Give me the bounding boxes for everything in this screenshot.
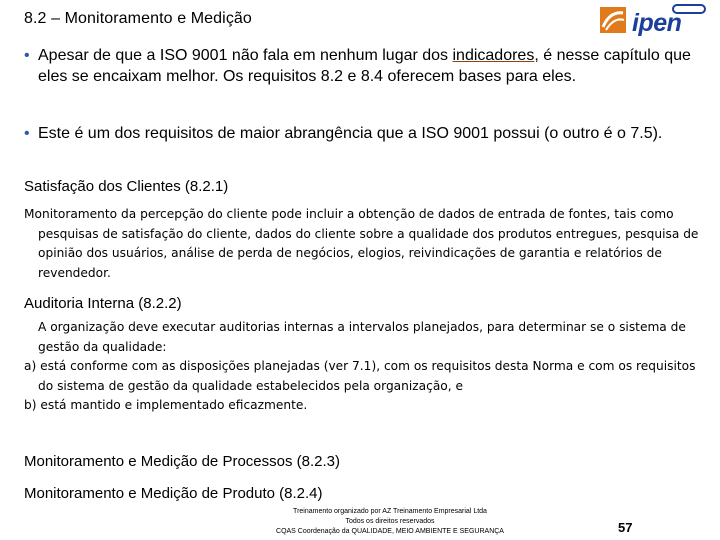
bullet-dot-icon: •	[24, 125, 30, 142]
footer-line-3: CQAS Coordenação da QUALIDADE, MEIO AMBIENTE E SEGURANÇA	[276, 528, 504, 535]
paragraph-auditoria: A organização deve executar auditorias internas a intervalos planejados, para determinar se o sistema de gestão da qualidade: a) está conforme com as disposições planejadas (ver 7.1), com os requisitos desta Norma e com os requisitos do sistema de gestão da qualidade estabelecidos pela organização, e b) está mantido e implementado eficazmente.	[24, 320, 696, 412]
slide-title: 8.2 – Monitoramento e Medição	[24, 10, 252, 27]
heading-satisfacao: Satisfação dos Clientes (8.2.1)	[24, 178, 229, 195]
paragraph-satisfacao: Monitoramento da percepção do cliente pode incluir a obtenção de dados de entrada de fontes, tais como pesquisas de satisfação do cliente, dados do cliente sobre a qualidade dos produtos entregues, pesquisa de opinião dos usuários, análise de perda de negócios, elogios, reivindicações de garantia e relatórios de revendedor.	[24, 207, 699, 280]
bullet-2-text: Este é um dos requisitos de maior abrangência que a ISO 9001 possui (o outro é o 7.5).	[38, 125, 663, 142]
indicadores-link[interactable]: indicadores	[452, 47, 535, 64]
footer-line-1: Treinamento organizado por AZ Treinamento Empresarial Ltda	[293, 508, 487, 515]
heading-auditoria: Auditoria Interna (8.2.2)	[24, 295, 182, 312]
footer-line-2: Todos os direitos reservados	[345, 518, 435, 525]
bullet-1-text: Apesar de que a ISO 9001 não fala em nenhum lugar dos indicadores, é nesse capítulo que eles se encaixam melhor. Os requisitos 8.2 e 8.4 oferecem bases para eles.	[38, 47, 691, 85]
page-number: 57	[618, 520, 633, 535]
heading-processos: Monitoramento e Medição de Processos (8.2.3)	[24, 453, 340, 470]
ipen-logo	[600, 4, 712, 36]
footer	[250, 507, 530, 537]
logo-mark-icon	[600, 7, 626, 33]
bullet-dot-icon: •	[24, 47, 30, 64]
logo-word: ipen	[632, 9, 682, 37]
bullet-2	[24, 123, 704, 144]
heading-produto: Monitoramento e Medição de Produto (8.2.4)	[24, 485, 323, 502]
bullet-1	[24, 45, 704, 87]
